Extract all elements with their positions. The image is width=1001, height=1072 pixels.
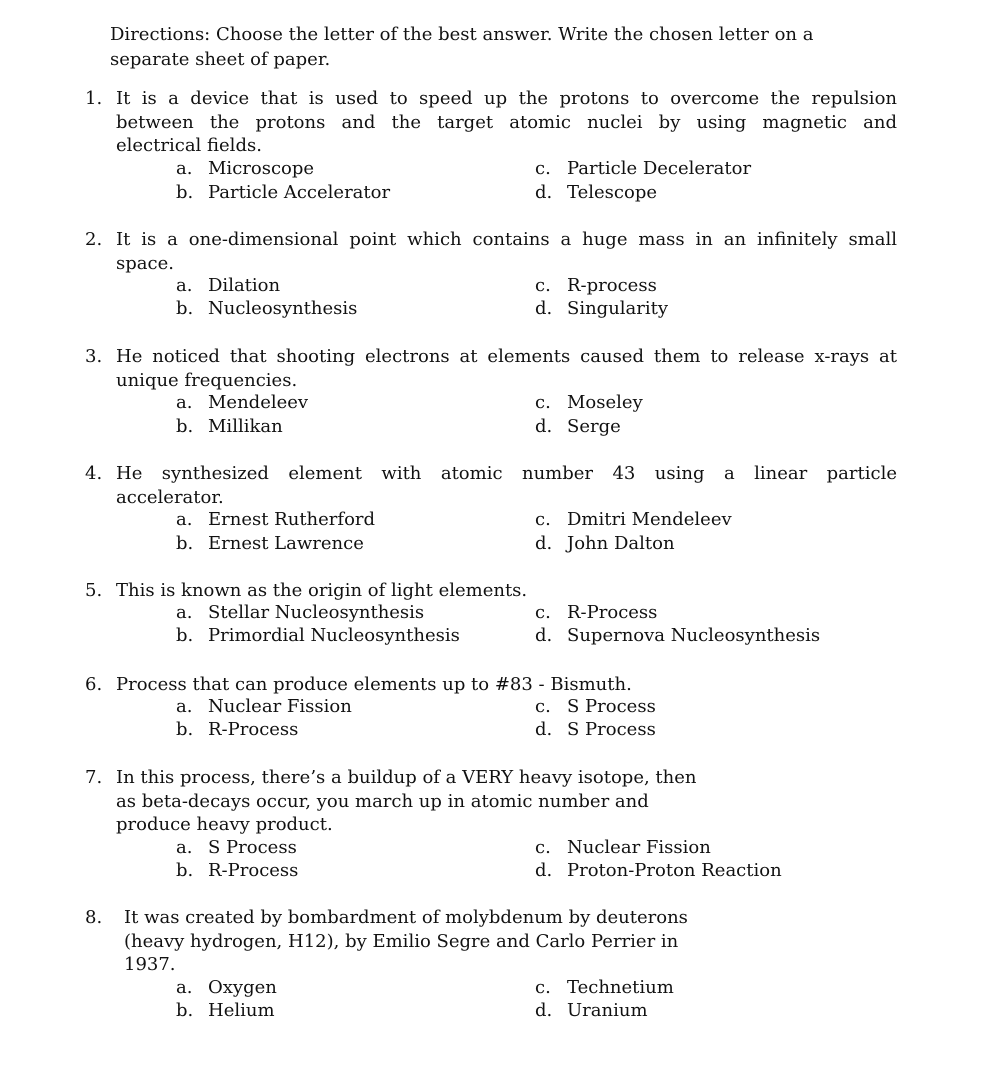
question-number: 2. xyxy=(85,229,103,250)
option-letter: b. xyxy=(176,860,194,881)
option-a xyxy=(176,391,308,415)
option-letter: d. xyxy=(535,625,553,646)
option-c xyxy=(535,601,657,625)
option-letter: d. xyxy=(535,182,553,203)
option-text: Singularity xyxy=(567,298,669,319)
option-letter: a. xyxy=(176,977,193,998)
option-b xyxy=(176,999,275,1023)
question-number: 5. xyxy=(85,580,103,601)
option-text: Technetium xyxy=(567,977,674,998)
option-letter: a. xyxy=(176,509,193,530)
question-number: 8. xyxy=(85,907,103,928)
option-a xyxy=(176,836,297,860)
option-a xyxy=(176,695,352,719)
question-line: He noticed that shooting electrons at elements caused them to release x-rays at xyxy=(116,346,897,367)
option-letter: a. xyxy=(176,837,193,858)
option-text: Serge xyxy=(567,416,621,437)
question-text xyxy=(116,579,897,603)
option-letter: b. xyxy=(176,416,194,437)
option-letter: b. xyxy=(176,298,194,319)
option-c xyxy=(535,508,732,532)
option-text: S Process xyxy=(208,837,297,858)
option-text: Ernest Rutherford xyxy=(208,509,376,530)
option-d xyxy=(535,718,656,742)
option-text: Telescope xyxy=(567,182,657,203)
question-line: between the protons and the target atomic nuclei by using magnetic and xyxy=(116,111,897,133)
option-text: Proton-Proton Reaction xyxy=(567,860,782,881)
option-text: R-Process xyxy=(208,860,299,881)
option-d xyxy=(535,532,675,556)
question-number: 1. xyxy=(85,88,103,109)
option-letter: b. xyxy=(176,625,194,646)
option-letter: d. xyxy=(535,298,553,319)
option-letter: c. xyxy=(535,392,551,413)
option-b xyxy=(176,415,283,439)
option-text: Primordial Nucleosynthesis xyxy=(208,625,460,646)
option-d xyxy=(535,999,648,1023)
option-a xyxy=(176,508,375,532)
option-letter: a. xyxy=(176,602,193,623)
question-line: 1937. xyxy=(124,954,176,975)
option-letter: d. xyxy=(535,860,553,881)
directions-text: Directions: Choose the letter of the best answer. Write the chosen letter on a separate sheet of paper. xyxy=(110,24,814,70)
option-text: Particle Accelerator xyxy=(208,182,391,203)
option-d xyxy=(535,859,782,883)
question-line: as beta-decays occur, you march up in atomic number and xyxy=(116,790,649,812)
option-b xyxy=(176,297,357,321)
option-text: Oxygen xyxy=(208,977,277,998)
option-letter: d. xyxy=(535,719,553,740)
option-text: R-Process xyxy=(208,719,299,740)
option-c xyxy=(535,391,643,415)
option-text: Mendeleev xyxy=(208,392,309,413)
option-letter: b. xyxy=(176,182,194,203)
option-text: R-process xyxy=(567,275,657,296)
option-text: S Process xyxy=(567,696,656,717)
question-text xyxy=(116,673,897,697)
option-text: Nuclear Fission xyxy=(567,837,711,858)
option-b xyxy=(176,532,364,556)
question-number: 3. xyxy=(85,346,103,367)
question-text xyxy=(116,87,897,158)
option-letter: d. xyxy=(535,533,553,554)
option-text: Microscope xyxy=(208,158,315,179)
option-text: S Process xyxy=(567,719,656,740)
question-line: accelerator. xyxy=(116,486,224,508)
option-letter: b. xyxy=(176,533,194,554)
option-d xyxy=(535,624,820,648)
option-b xyxy=(176,859,298,883)
option-text: Helium xyxy=(208,1000,275,1021)
option-b xyxy=(176,718,298,742)
option-letter: c. xyxy=(535,158,551,179)
option-text: Dilation xyxy=(208,275,281,296)
option-letter: d. xyxy=(535,1000,553,1021)
question-line: It was created by bombardment of molybdenum by deuterons xyxy=(124,907,688,928)
option-text: Stellar Nucleosynthesis xyxy=(208,602,425,623)
question-line: It is a device that is used to speed up the protons to overcome the repulsion xyxy=(116,88,897,109)
question-line: In this process, there’s a buildup of a VERY heavy isotope, then xyxy=(116,767,697,788)
option-letter: d. xyxy=(535,416,553,437)
question-line: He synthesized element with atomic number 43 using a linear particle xyxy=(116,463,897,484)
question-line: electrical fields. xyxy=(116,135,262,156)
option-text: Ernest Lawrence xyxy=(208,533,364,554)
option-a xyxy=(176,976,277,1000)
option-a xyxy=(176,601,424,625)
question-line: produce heavy product. xyxy=(116,814,333,835)
question-line: Process that can produce elements up to #83 - Bismuth. xyxy=(116,674,632,695)
option-text: Nucleosynthesis xyxy=(208,298,358,319)
question-line: unique frequencies. xyxy=(116,369,298,391)
option-text: Dmitri Mendeleev xyxy=(567,509,732,530)
question-text xyxy=(116,345,897,392)
question-line: (heavy hydrogen, H12), by Emilio Segre and Carlo Perrier in xyxy=(124,930,679,952)
option-text: Millikan xyxy=(208,416,283,437)
option-text: Supernova Nucleosynthesis xyxy=(567,625,821,646)
option-text: Moseley xyxy=(567,392,643,413)
option-c xyxy=(535,836,711,860)
option-letter: b. xyxy=(176,1000,194,1021)
option-b xyxy=(176,181,390,205)
option-d xyxy=(535,181,657,205)
option-a xyxy=(176,157,314,181)
option-letter: a. xyxy=(176,275,193,296)
option-letter: a. xyxy=(176,392,193,413)
question-line: This is known as the origin of light elements. xyxy=(116,580,528,601)
question-number: 7. xyxy=(85,767,103,788)
option-letter: c. xyxy=(535,837,551,858)
question-line: space. xyxy=(116,252,174,274)
option-letter: a. xyxy=(176,158,193,179)
option-c xyxy=(535,976,674,1000)
option-letter: c. xyxy=(535,509,551,530)
option-c xyxy=(535,157,751,181)
option-c xyxy=(535,695,656,719)
option-text: John Dalton xyxy=(567,533,675,554)
option-text: R-Process xyxy=(567,602,658,623)
option-letter: c. xyxy=(535,977,551,998)
option-letter: a. xyxy=(176,696,193,717)
question-text xyxy=(116,462,897,509)
question-number: 4. xyxy=(85,463,103,484)
option-text: Uranium xyxy=(567,1000,648,1021)
option-letter: c. xyxy=(535,275,551,296)
option-d xyxy=(535,297,668,321)
question-text xyxy=(116,228,897,275)
question-number: 6. xyxy=(85,674,103,695)
option-letter: b. xyxy=(176,719,194,740)
option-d xyxy=(535,415,621,439)
question-line: It is a one-dimensional point which contains a huge mass in an infinitely small xyxy=(116,229,897,250)
question-text xyxy=(116,766,897,837)
option-a xyxy=(176,274,280,298)
option-b xyxy=(176,624,460,648)
option-letter: c. xyxy=(535,602,551,623)
option-text: Nuclear Fission xyxy=(208,696,352,717)
option-letter: c. xyxy=(535,696,551,717)
question-text xyxy=(124,906,905,977)
option-text: Particle Decelerator xyxy=(567,158,752,179)
option-c xyxy=(535,274,657,298)
